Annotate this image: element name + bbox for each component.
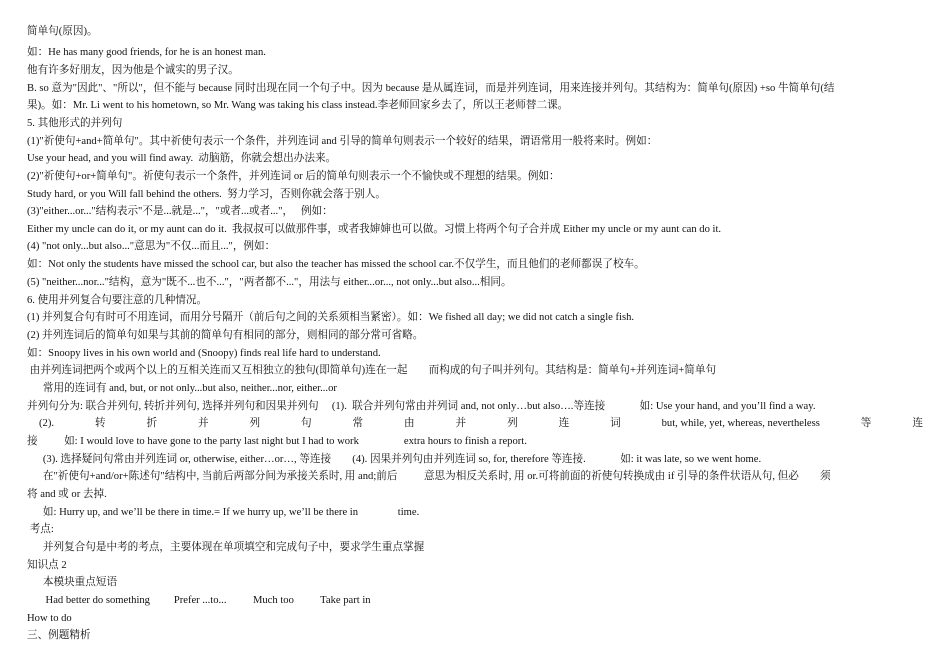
text-line: 果)。如：Mr. Li went to his hometown, so Mr. Wang was taking his class instead.李老师回家乡去了，所以王老师替二课。 (27, 100, 569, 111)
text-line: 由并列连词把两个或两个以上的互相关连而又互相独立的独句(即简单句)连在一起 而构成的句子叫并列句。其结构是：简单句+并列连词+简单句 (27, 365, 717, 376)
line-segment: 连 (558, 418, 570, 429)
text-line: 本模块重点短语 (27, 577, 118, 588)
text-line: 简单句(原因)。 (27, 26, 98, 37)
line-segment: but, while, yet, whereas, nevertheless (661, 418, 820, 429)
line-segment: 词 (610, 418, 621, 429)
text-line: 常用的连词有 and, but, or not only...but also, neither...nor, either...or (27, 383, 337, 394)
section-heading: 考点: (27, 524, 54, 535)
text-line: (5) "neither...nor..."结构，意为"既不...也不..."，"两者都不..."，用法与 either...or..., not only...but also...相同。 (27, 277, 512, 288)
line-segment: 连 (912, 418, 923, 429)
text-line: Had better do something Prefer ...to... Much too Take part in (27, 595, 371, 606)
text-line: 如：He has many good friends, for he is an honest man. (27, 47, 266, 58)
section-heading: 6. 使用并列复合句要注意的几种情况。 (27, 295, 208, 306)
text-line: Either my uncle can do it, or my aunt can do it. 我叔叔可以做那件事，或者我婶婶也可以做。习惯上将两个句子合并成 Either my uncle or my aunt can do it. (27, 224, 722, 235)
text-line: 接 如: I would love to have gone to the party last night but I had to work extra hours to finish a report. (27, 436, 527, 447)
section-heading: 5. 其他形式的并列句 (27, 118, 123, 129)
section-heading: 三、例题精析 (27, 630, 91, 641)
line-segment: 等 (860, 418, 872, 429)
text-line: Use your head, and you will find away. 动脑筋，你就会想出办法来。 (27, 153, 337, 164)
line-segment: 并 (197, 418, 209, 429)
text-line: Study hard, or you Will fall behind the others. 努力学习，否则你就会落于别人。 (27, 189, 386, 200)
line-segment: 转 (94, 418, 106, 429)
text-line: 并列句分为: 联合并列句, 转折并列句, 选择并列句和因果并列句 (1). 联合并列句常由并列词 and, not only…but also….等连接 如: Use your hand, and you’ll find a way. (27, 401, 816, 412)
text-line: (2)"祈使句+or+简单句"。祈使句表示一个条件，并列连词 or 后的简单句则表示一个不愉快或不理想的结果。例如： (27, 171, 560, 182)
text-line: (2) 并列连词后的简单句如果与其前的简单句有相同的部分，则相同的部分常可省略。 (27, 330, 424, 341)
text-line: (4) "not only...but also..."意思为"不仅...而且..."，例如： (27, 241, 276, 252)
justified-text-line (27, 415, 923, 432)
text-line: 他有许多好朋友，因为他是个诚实的男子汉。 (27, 65, 239, 76)
line-segment: 句 (301, 418, 312, 429)
line-segment: 并 (455, 418, 467, 429)
text-line: B. so 意为"因此"、"所以"，但不能与 because 同时出现在同一个句子中。因为 because 是从属连词，而是并列连词，用来连接并列句。其结构为：简单句(原因) +so 牛简单句(结 (27, 83, 835, 94)
line-segment: 常 (352, 418, 364, 429)
text-line: (1)"祈使句+and+简单句"。其中祈使句表示一个条件，并列连词 and 引导的简单句则表示一个较好的结果，谓语常用一般将来时。例如： (27, 136, 658, 147)
text-line: How to do (27, 613, 72, 624)
line-segment: (2). (39, 418, 55, 429)
line-segment: 折 (146, 418, 158, 429)
line-segment: 由 (404, 418, 415, 429)
text-line: 如: Hurry up, and we’ll be there in time.= If we hurry up, we’ll be there in time. (27, 507, 420, 518)
line-segment: 列 (249, 418, 261, 429)
text-line: (3). 选择疑问句常由并列连词 or, otherwise, either…or…, 等连接 (4). 因果并列句由并列连词 so, for, therefore 等连接. 如: it was late, so we went home. (27, 454, 762, 465)
section-heading: 知识点 2 (27, 560, 67, 571)
line-segment: 列 (507, 418, 518, 429)
text-line: 并列复合句是中考的考点，主要体现在单项填空和完成句子中，要求学生重点掌握 (27, 542, 425, 553)
text-line: 在"祈使句+and/or+陈述句"结构中, 当前后两部分间为承接关系时, 用 and;前后 意思为相反关系时, 用 or.可将前面的祈使句转换成由 if 引导的条件状语从句, 但必 须 (27, 471, 831, 482)
text-line: (1) 并列复合句有时可不用连词，而用分号隔开（前后句之间的关系须相当紧密）。如：We fished all day; we did not catch a single fish. (27, 312, 635, 323)
text-line: (3)"either...or..."结构表示"不是...就是..."，"或者...或者..."， 例如： (27, 206, 333, 217)
text-line: 如：Snoopy lives in his own world and (Snoopy) finds real life hard to understand. (27, 348, 381, 359)
text-line: 如：Not only the students have missed the school car, but also the teacher has missed the school car.不仅学生，而且他们的老师都误了校车。 (27, 259, 645, 270)
text-line: 将 and 或 or 去掉. (27, 489, 107, 500)
